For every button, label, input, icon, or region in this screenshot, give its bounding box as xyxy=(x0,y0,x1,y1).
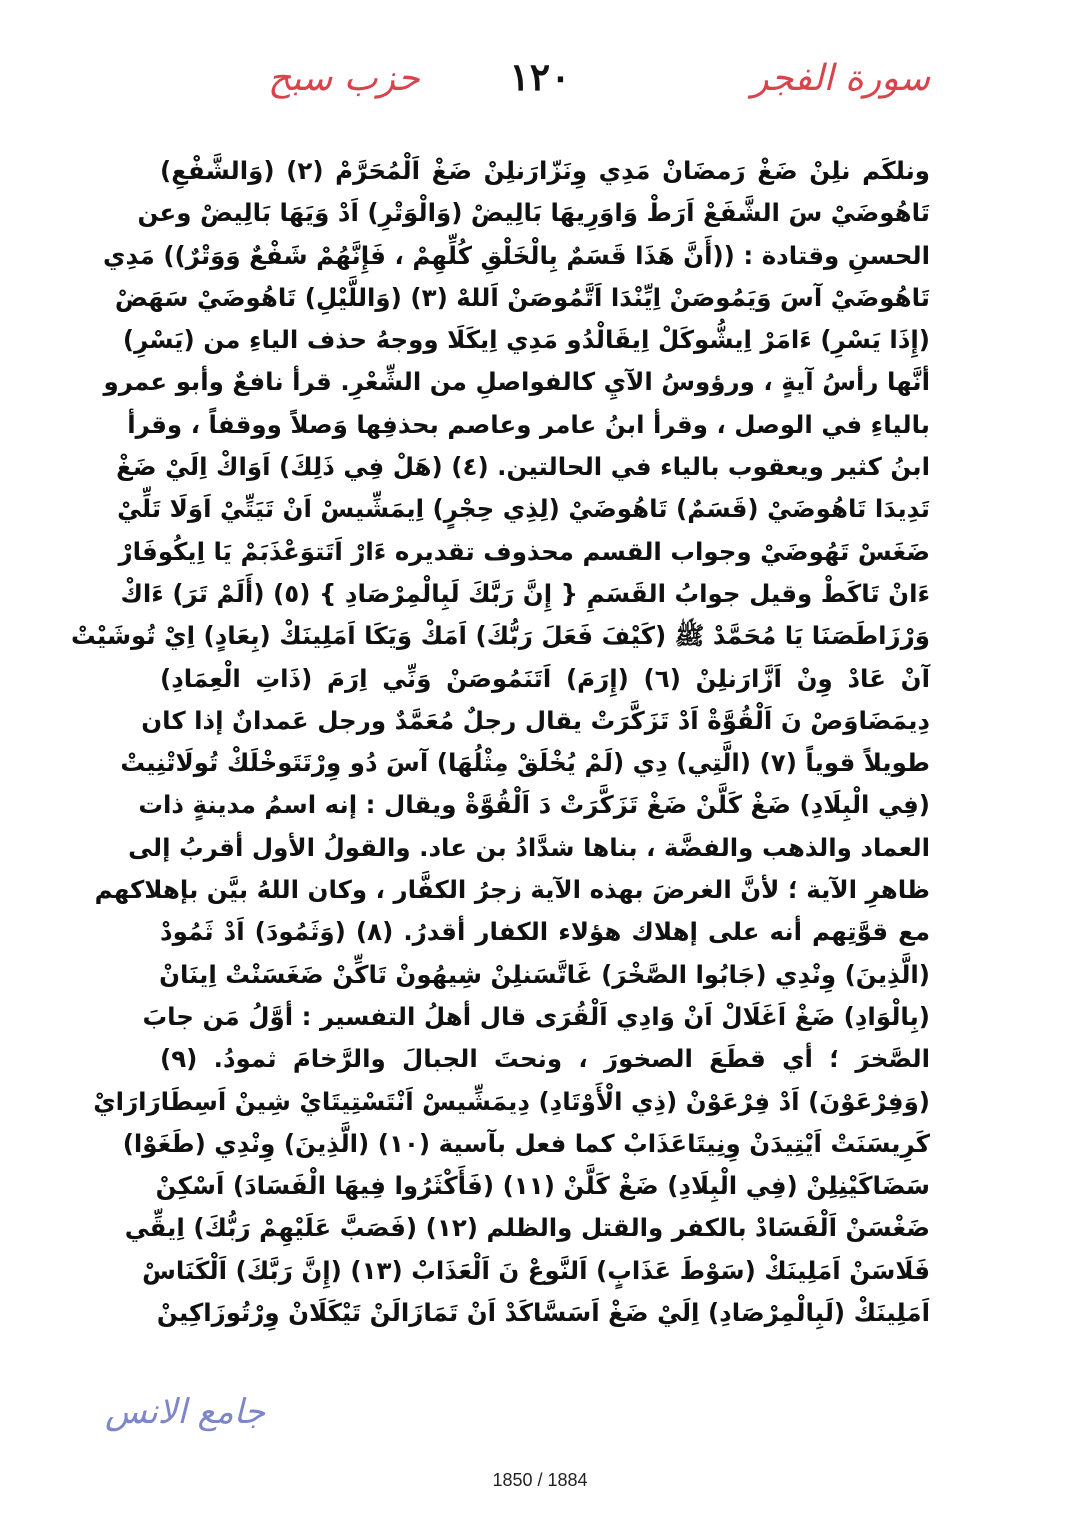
page-number: ١٢٠ xyxy=(509,54,571,99)
text-line: ضَغَسْ تَهُوضَيْ وجواب القسم محذوف تقديره ءَارْ اَتَتوَعْذَبَمْ يَا اِيكُوفَارْ xyxy=(118,536,930,566)
text-line: وَرْزَاطَصَنَا يَا مُحَمَّدْ ﷺ (كَيْفَ فَعَلَ رَبُّكَ) اَمَكْ وَيَكَا اَمَلِينَكْ (بِعَادٍ) اِيْ تُوشَيْتْ xyxy=(71,621,930,651)
text-line: ءَانْ تَاكَطْ وقيل جوابُ القَسَمِ { إِنَّ رَبَّكَ لَبِالْمِرْصَادِ } (٥) (أَلَمْ تَرَ) ءَاكْ xyxy=(120,578,930,608)
text-line: كَرِيسَنَتْ اَيْتِيدَنْ وِنِيتَاعَذَابْ كما فعل بآسية (١٠) (الَّذِينَ) وِنْدِي (طَغَوْا) xyxy=(122,1128,930,1158)
page-counter: 1850 / 1884 xyxy=(492,1470,588,1490)
text-line: (الَّذِينَ) وِنْدِي (جَابُوا الصَّخْرَ) غَاتَّسَنلِنْ شِيهُونْ تَاكِّنْ ضَغَسَنْتْ اِينَانْ xyxy=(159,959,930,989)
text-line: الحسنِ وقتادة : ((أَنَّ هَذَا قَسَمٌ بِالْخَلْقِ كُلِّهِمْ ، فَإِنَّهُمْ شَفْعٌ وَوَتْرٌ)) مَدِي xyxy=(103,240,930,270)
text-line: سَضَاكَيْنِلِنْ (فِي الْبِلَادِ) ضَغْ كَلَّنْ (١١) (فَأَكْثَرُوا فِيهَا الْفَسَادَ) اَسْكِنْ xyxy=(155,1171,930,1201)
text-line: مع قوَّتِهم أنه على إهلاك هؤلاء الكفار أقدرُ. (٨) (وَثَمُودَ) اَدْ ثَمُودْ xyxy=(160,917,931,947)
text-line: دِيمَضَاوَصْ نَ اَلْقُوَّةْ اَدْ تَزَكَّرَتْ يقال رجلٌ مُعَمَّدٌ ورجل عَمدانٌ إذا كان xyxy=(141,705,930,735)
text-line: بالياءِ في الوصل ، وقرأ ابنُ عامر وعاصم بحذفِها وَصلاً ووقفاً ، وقرأ xyxy=(127,409,930,439)
text-line: ابنُ كثير ويعقوب بالياء في الحالتين. (٤) (هَلْ فِي ذَلِكَ) اَوَاكْ اِلَيْ ضَغْ xyxy=(116,452,930,482)
text-line: (وَفِرْعَوْنَ) اَدْ فِرْعَوْنْ (ذِي الْأَوْتَادِ) دِيمَشِّيسْ اَنْتَسْتِيتَايْ شِينْ اَسِطَارَارَايْ xyxy=(93,1086,930,1116)
text-line: اَمَلِينَكْ (لَبِالْمِرْصَادِ) اِلَيْ ضَغْ اَسَسَّاكَدْ اَنْ تَمَازَالَنْ تَيْكَلَانْ وِرْتُوزَاكِينْ xyxy=(156,1298,930,1328)
handwritten-signature: جامع الانس xyxy=(105,1392,266,1432)
text-line: تَاهُوضَيْ آسَ وَيَمُوصَنْ اِيِّنْدَا اَتَّمُوصَنْ اَللهْ (٣) (وَاللَّيْلِ) تَاهُوضَيْ سَهَضْ xyxy=(114,282,930,312)
text-line: ظاهرِ الآية ؛ لأنَّ الغرضَ بهذه الآية زجرُ الكفَّار ، وكان اللهُ بيَّن بإهلاكهم xyxy=(94,875,930,905)
text-line: ضَغْسَنْ اَلْفَسَادْ بالكفر والقتل والظلم (١٢) (فَصَبَّ عَلَيْهِمْ رَبُّكَ) اِيقِّي xyxy=(124,1213,930,1243)
text-line: العماد والذهب والفضَّة ، بناها شدَّادُ بن عاد. والقولُ الأول أقربُ إلى xyxy=(128,832,930,862)
text-line: تَدِيدَا تَاهُوضَيْ (قَسَمٌ) تَاهُوضَيْ (لِذِي حِجْرٍ) اِيمَشِّيسْ اَنْ تَيَتِّيْ اَوَلَا تَلِّيْ xyxy=(117,494,930,524)
hizb-label: حزب سبح xyxy=(268,58,420,99)
text-line: آنْ عَادْ وِنْ اَزَّارَنلِنْ (٦) (إِرَمَ) اَتَنَمُوصَنْ وَنِّي اِرَمَ (ذَاتِ الْعِمَادِ) xyxy=(160,663,930,693)
text-line: (فِي الْبِلَادِ) ضَغْ كَلَّنْ ضَغْ تَزَكَّرَتْ دَ اَلْقُوَّةْ ويقال : إنه اسمُ مدينةٍ ذات xyxy=(138,790,930,820)
text-line: فَلَاسَنْ اَمَلِينَكْ (سَوْطَ عَذَابٍ) اَلنَّوعْ نَ اَلْعَذَابْ (١٣) (إِنَّ رَبَّكَ) اَلْكَنَاسْ xyxy=(142,1255,930,1285)
text-line: (إِذَا يَسْرِ) ءَامَرْ اِيشُّوكَلْ اِيقَالْدُو مَدِي اِيكَلَا ووجهُ حذف الياءِ من (يَسْرِ) xyxy=(122,325,930,355)
surah-name: سورة الفجر xyxy=(751,58,930,99)
text-line: ونلكَم نلِنْ ضَغْ رَمضَانْ مَدِي وِنَزّارَنلِنْ ضَغْ اَلْمُحَرَّمْ (٢) (وَالشَّفْعِ) xyxy=(160,156,930,185)
commentary-text xyxy=(71,150,931,1334)
text-line: أنَّها رأسُ آيةٍ ، ورؤوسُ الآيِ كالفواصلِ من الشِّعْرِ. قرأ نافعٌ وأبو عمرو xyxy=(103,367,930,397)
page-header xyxy=(0,40,1080,130)
text-line: تَاهُوضَيْ سَ الشَّفَعْ اَرَطْ وَاوَرِيهَا بَالِيضْ (وَالْوَتْرِ) اَدْ وَيَهَا بَالِيضْ وعن xyxy=(137,198,930,228)
text-line: الصَّخرَ ؛ أي قطَعَ الصخورَ ، ونحتَ الجبالَ والرَّخامَ ثمودُ. (٩) xyxy=(160,1044,930,1074)
text-line: طويلاً قوياً (٧) (الَّتِي) دِي (لَمْ يُخْلَقْ مِثْلُهَا) آسَ دُو وِرْتَتَوخْلَكْ تُولَاتْنِيتْ xyxy=(120,748,930,778)
text-line: (بِالْوَادِ) ضَغْ اَغَلَالْ اَنْ وَادِي اَلْقُرَى قال أهلُ التفسير : أوَّلُ مَن جابَ xyxy=(142,1001,930,1031)
